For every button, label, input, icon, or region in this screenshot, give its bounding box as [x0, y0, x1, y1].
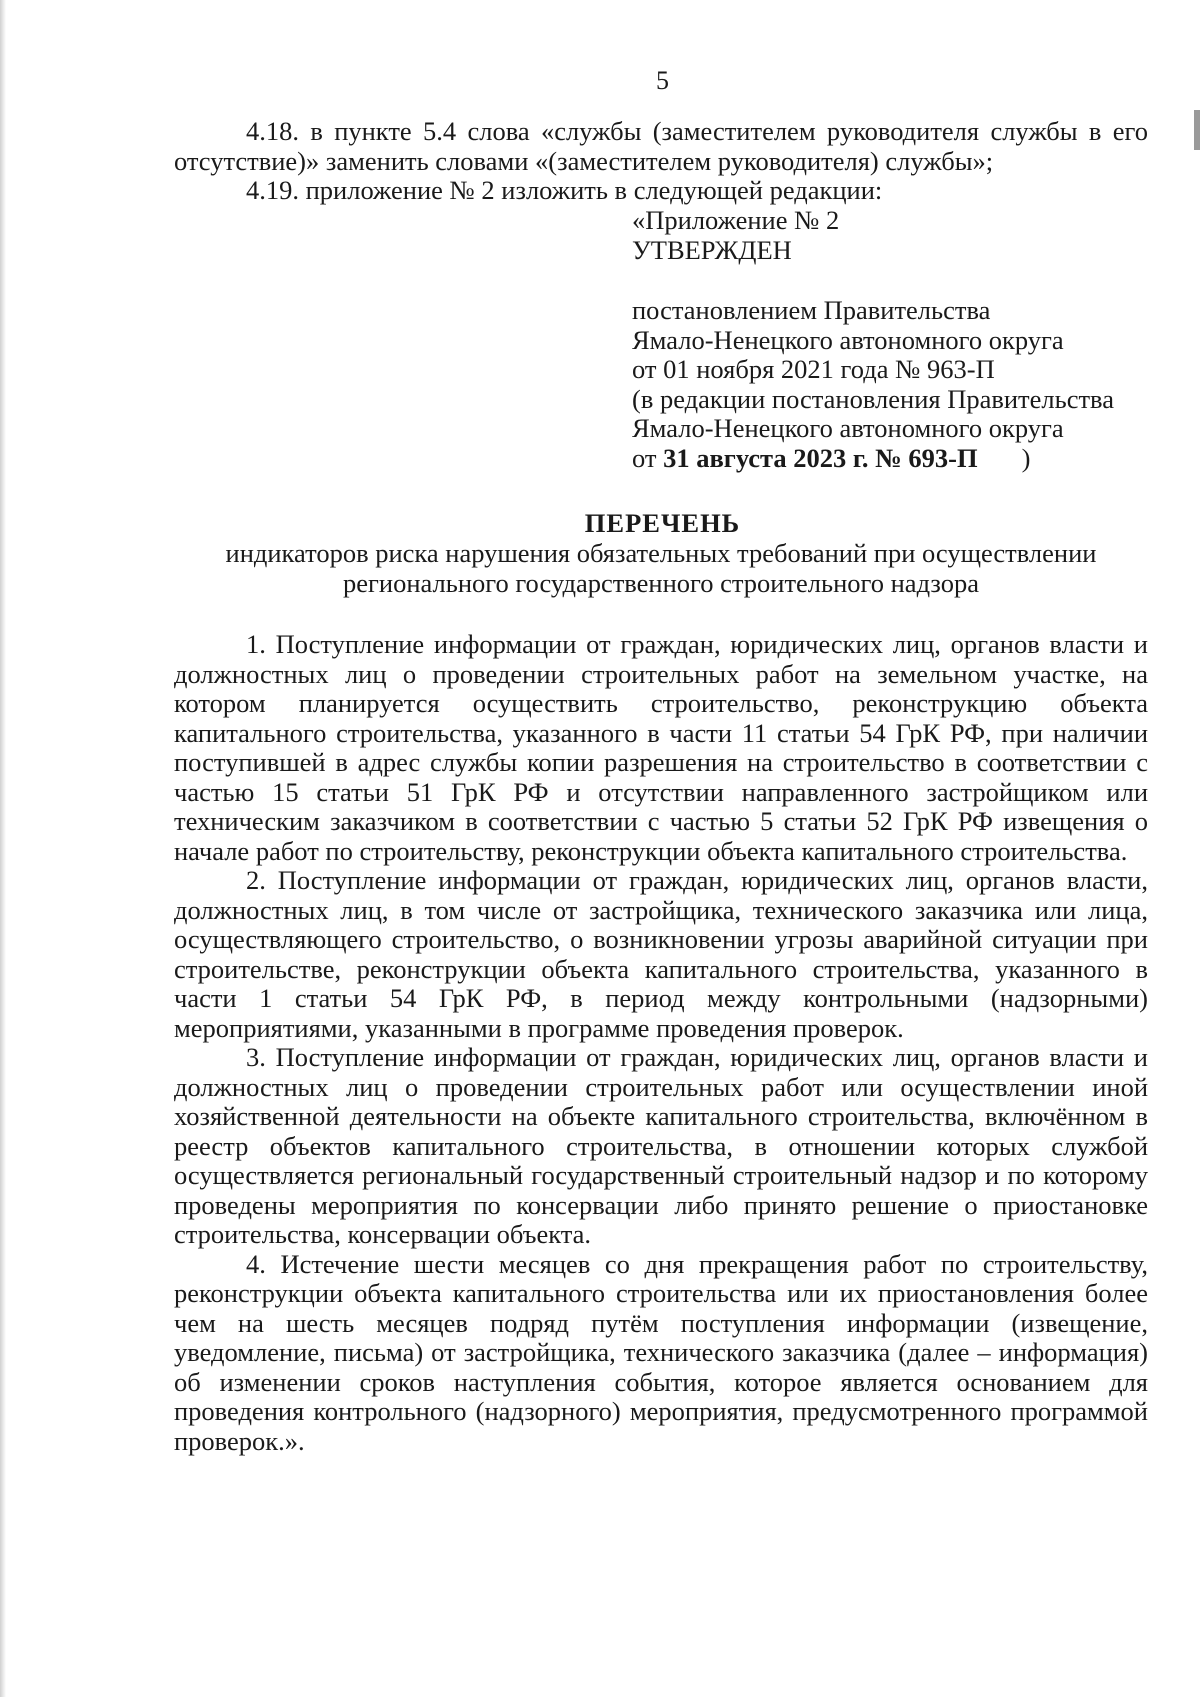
amendment-list	[174, 117, 1148, 206]
approval-line-3: от 01 ноября 2021 года № 963-П	[632, 354, 995, 384]
approved-label: УТВЕРЖДЕН	[632, 234, 792, 265]
appendix-label: «Приложение № 2	[632, 205, 840, 235]
page-number: 5	[656, 66, 669, 95]
scan-edge-right	[1194, 110, 1200, 150]
approval-resolution-date: 31 августа 2023 г. № 693-П	[663, 442, 978, 473]
amendment-4-18: 4.18. в пункте 5.4 слова «службы (заместителем руководителя службы в его отсутствие)» заменить словами «(заместителем руководителя) службы»;	[174, 116, 1148, 176]
document-title: ПЕРЕЧЕНЬ	[584, 508, 741, 538]
subtitle-line-2: регионального государственного строительного надзора	[343, 567, 979, 598]
indicator-list	[174, 630, 1148, 1456]
subtitle-line-1: индикаторов риска нарушения обязательных требований при осуществлении	[225, 538, 1097, 568]
approval-line-6-suffix: )	[1021, 442, 1031, 473]
approval-line-6-prefix: от	[632, 442, 664, 473]
approval-line-2: Ямало-Ненецкого автономного округа	[632, 324, 1064, 355]
approval-line-4: (в редакции постановления Правительства	[632, 383, 1114, 414]
approval-line-5: Ямало-Ненецкого автономного округа	[632, 413, 1064, 443]
document-subtitle	[174, 539, 1148, 598]
indicator-item-4: 4. Истечение шести месяцев со дня прекращения работ по строительству, реконструкции объекта капитального строительства или их приостановления более чем на шесть месяцев подряд путём поступления информации (извещение, уведомление, письма) от застройщика, технического заказчика (далее – информация) об изменении сроков наступления события, которое является основанием для проведения контрольного (надзорного) мероприятия, предусмотренного программой проверок.».	[174, 1248, 1148, 1456]
approval-line-6	[632, 444, 1152, 474]
approval-header	[632, 206, 1152, 265]
approval-line-1: постановлением Правительства	[632, 295, 991, 325]
amendment-4-19: 4.19. приложение № 2 изложить в следующей редакции:	[246, 175, 883, 205]
indicator-item-3: 3. Поступление информации от граждан, юридических лиц, органов власти и должностных лиц о проведении строительных работ или осуществлении иной хозяйственной деятельности на объекте капитального строительства, включённом в реестр объектов капитального строительства, в отношении которых службой осуществляется региональный государственный строительный надзор и по которому проведены мероприятия по консервации либо принято решение о приостановке строительства, консервации объекта.	[174, 1042, 1148, 1249]
approval-details	[632, 296, 1152, 473]
indicator-item-1: 1. Поступление информации от граждан, юридических лиц, органов власти и должностных лиц о проведении строительных работ на земельном участке, на котором планируется осуществить строительство, реконструкцию объекта капитального строительства, указанного в части 11 статьи 54 ГрК РФ, при наличии поступившей в адрес службы копии разрешения на строительство в соответствии с частью 15 статьи 51 ГрК РФ и отсутствии направленного застройщиком или техническим заказчиком в соответствии с частью 5 статьи 52 ГрК РФ извещения о начале работ по строительству, реконструкции объекта капитального строительства.	[174, 629, 1148, 866]
indicator-item-2: 2. Поступление информации от граждан, юридических лиц, органов власти, должностных лиц, в том числе от застройщика, технического заказчика или лица, осуществляющего строительство, о возникновении угрозы аварийной ситуации при строительстве, реконструкции объекта капитального строительства, указанного в части 1 статьи 54 ГрК РФ, в период между контрольными (надзорными) мероприятиями, указанными в программе проведения проверок.	[174, 865, 1148, 1043]
scan-edge-left	[0, 0, 6, 1697]
